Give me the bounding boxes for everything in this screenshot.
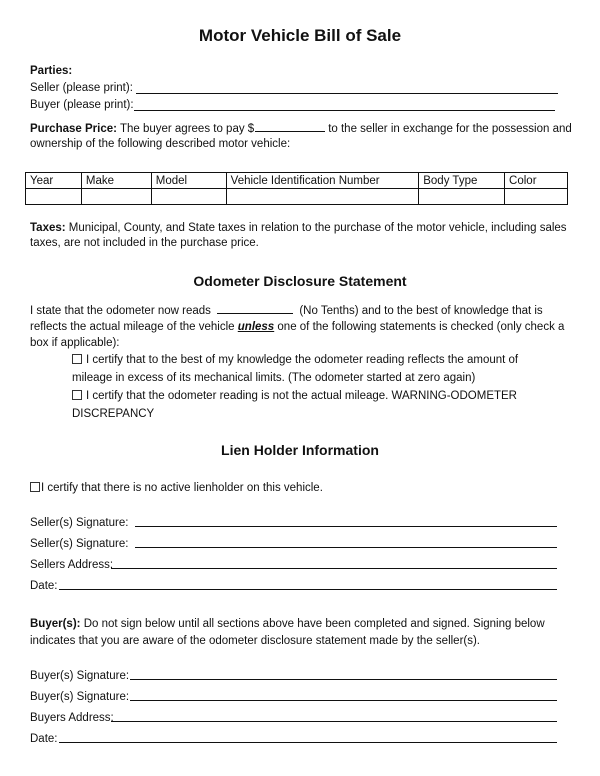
seller-name-label: Seller (please print): xyxy=(30,82,133,94)
body-type-cell[interactable] xyxy=(419,189,505,205)
purchase-price-label: Purchase Price: xyxy=(30,123,117,135)
taxes-line2: taxes, are not included in the purchase price. xyxy=(30,237,259,249)
taxes-line1 xyxy=(30,221,567,235)
buyers-address-field[interactable] xyxy=(111,721,557,722)
sellers-address-label: Sellers Address: xyxy=(30,559,114,571)
col-make-header: Make xyxy=(81,173,151,189)
sellers-address-field[interactable] xyxy=(111,568,557,569)
seller-signature-2-field[interactable] xyxy=(135,547,557,548)
odometer-option1 xyxy=(72,353,518,367)
odometer-line2-before: reflects the actual mileage of the vehicle xyxy=(30,321,235,333)
buyer-name-label: Buyer (please print): xyxy=(30,99,134,111)
col-model-header: Model xyxy=(151,173,226,189)
vehicle-table xyxy=(25,172,568,205)
lien-heading: Lien Holder Information xyxy=(221,442,379,458)
buyer-date-label: Date: xyxy=(30,733,58,745)
seller-signature-2-label: Seller(s) Signature: xyxy=(30,538,129,550)
buyer-notice-line1 xyxy=(30,617,545,631)
vehicle-table-input-row xyxy=(26,189,568,205)
vin-cell[interactable] xyxy=(226,189,419,205)
odometer-line2 xyxy=(30,320,564,334)
buyer-signature-2-field[interactable] xyxy=(130,700,557,701)
odometer-unless: unless xyxy=(237,321,275,333)
col-color-header: Color xyxy=(505,173,568,189)
lien-certify-text: I certify that there is no active lienholder on this vehicle. xyxy=(41,482,323,494)
odometer-option2 xyxy=(72,389,517,403)
purchase-price-line1 xyxy=(30,120,572,136)
buyer-notice-text: Do not sign below until all sections above have been completed and signed. Signing below xyxy=(83,618,545,630)
no-lienholder-checkbox[interactable] xyxy=(30,482,40,492)
seller-signature-1-field[interactable] xyxy=(135,526,557,527)
buyer-notice-label: Buyer(s): xyxy=(30,618,81,630)
buyer-signature-2-label: Buyer(s) Signature: xyxy=(30,691,130,703)
col-year-header: Year xyxy=(26,173,82,189)
buyer-name-field[interactable] xyxy=(134,110,555,111)
color-cell[interactable] xyxy=(505,189,568,205)
taxes-text: Municipal, County, and State taxes in relation to the purchase of the motor vehicle, including sales xyxy=(68,222,567,234)
lien-certify xyxy=(30,481,323,495)
mileage-exceeds-limits-checkbox[interactable] xyxy=(72,354,82,364)
odometer-text-before: I state that the odometer now reads xyxy=(30,305,211,317)
document-title: Motor Vehicle Bill of Sale xyxy=(198,26,402,45)
parties-heading: Parties: xyxy=(30,65,73,77)
year-cell[interactable] xyxy=(26,189,82,205)
odometer-option2-text: I certify that the odometer reading is not the actual mileage. WARNING-ODOMETER xyxy=(86,390,517,402)
col-body-type-header: Body Type xyxy=(419,173,505,189)
seller-name-field[interactable] xyxy=(136,93,558,94)
seller-signature-1-label: Seller(s) Signature: xyxy=(30,517,129,529)
odometer-line1 xyxy=(30,302,543,318)
odometer-option2-line2: DISCREPANCY xyxy=(72,408,155,420)
odometer-line3: box if applicable): xyxy=(30,337,120,349)
purchase-price-text-after: to the seller in exchange for the possession and xyxy=(328,123,572,135)
purchase-price-field[interactable] xyxy=(255,120,325,132)
seller-date-field[interactable] xyxy=(59,589,557,590)
seller-date-label: Date: xyxy=(30,580,58,592)
purchase-price-text: The buyer agrees to pay $ xyxy=(119,123,255,135)
buyer-notice-line2: indicates that you are aware of the odometer disclosure statement made by the seller(s). xyxy=(30,635,481,647)
odometer-option1-line2: mileage in excess of its mechanical limits. (The odometer started at zero again) xyxy=(72,372,476,384)
odometer-option1-text: I certify that to the best of my knowledge the odometer reading reflects the amount of xyxy=(86,354,519,366)
buyer-signature-1-label: Buyer(s) Signature: xyxy=(30,670,130,682)
not-actual-mileage-checkbox[interactable] xyxy=(72,390,82,400)
odometer-line2-after: one of the following statements is checked (only check a xyxy=(277,321,565,333)
buyer-date-field[interactable] xyxy=(59,742,557,743)
vehicle-table-header-row xyxy=(26,173,568,189)
odometer-text-after: (No Tenths) and to the best of knowledge that is xyxy=(299,305,543,317)
model-cell[interactable] xyxy=(151,189,226,205)
make-cell[interactable] xyxy=(81,189,151,205)
odometer-reading-field[interactable] xyxy=(217,302,293,314)
buyer-signature-1-field[interactable] xyxy=(130,679,557,680)
taxes-label: Taxes: xyxy=(30,222,66,234)
odometer-heading: Odometer Disclosure Statement xyxy=(193,273,407,289)
purchase-price-line2: ownership of the following described motor vehicle: xyxy=(30,138,291,150)
buyers-address-label: Buyers Address: xyxy=(30,712,114,724)
col-vin-header: Vehicle Identification Number xyxy=(226,173,419,189)
